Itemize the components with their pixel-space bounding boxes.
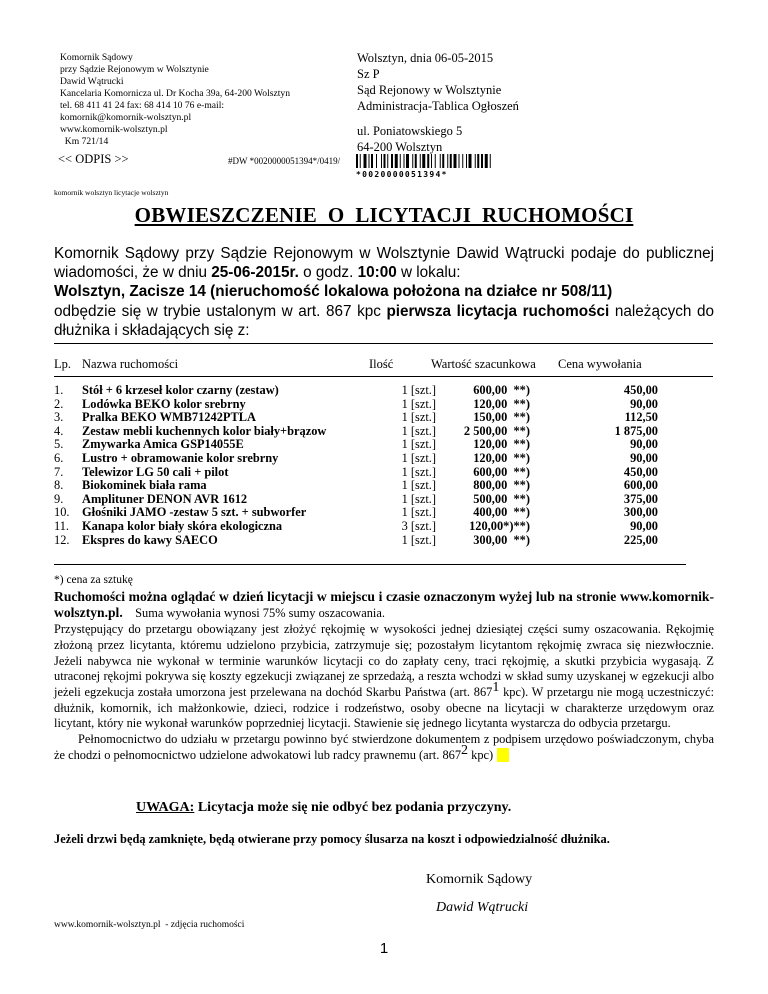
table-row [0,452,768,466]
terms-section [54,574,715,763]
recipient-line: Sz P [357,67,380,81]
header-line: przy Sądzie Rejonowym w Wolsztynie [60,64,209,75]
table-row [0,384,768,398]
barcode-bar [376,154,377,168]
item-value: 120,00 **) [473,450,530,465]
viewing-paragraph [54,589,714,622]
barcode-bar [400,154,401,168]
deposit-paragraph [54,622,714,732]
barcode-bar [360,154,361,168]
item-name: Ekspres do kawy SAECO [82,532,218,547]
intro-text: o godz. [298,264,358,282]
item-call-price: 90,00 [630,450,658,465]
item-call-price: 450,00 [623,383,658,397]
intro-text: Komornik Sądowy przy Sądzie Rejonowym w Wolsztynie Dawid Wątrucki podaje do publicznej wiadomości, że w dniu [54,245,714,282]
barcode-text: *0020000051394* [356,170,448,179]
recipient-address [357,123,462,155]
barcode-bar [381,154,382,168]
superscript: 1 [492,679,500,695]
auction-type: pierwsza licytacja ruchomości [386,302,610,320]
table-row [0,466,768,480]
header-line: Komornik Sądowy [60,52,133,63]
table-row [0,534,768,548]
table-row [0,425,768,439]
doors-notice: Jeżeli drzwi będą zamknięte, będą otwierane przy pomocy ślusarza na koszt i odpowiedzialność dłużnika. [54,832,610,846]
item-quantity: 1 [szt.] [401,396,436,411]
item-quantity: 1 [szt.] [401,410,436,425]
warning-text: Licytacja może się nie odbyć bez podania przyczyny. [194,800,512,815]
page-number: 1 [379,940,389,957]
proxy-text: Pełnomocnictwo do udziału w przetargu powinno być stwierdzone dokumentem z podpisem urzędowo poświadczonym, chyba że chodzi o pełnomocnictwo udzielone adwokatowi lub radcy prawnemu (art. 867 [54,732,714,762]
row-number: 5. [54,437,64,452]
table-header [0,357,768,373]
address-line: ul. Poniatowskiego 5 [357,124,463,138]
item-value: 150,00 **) [473,410,530,425]
auction-place: Wolsztyn, Zacisze 14 (nieruchomość lokalowa położona na działce nr 508/11) [54,283,613,301]
intro-text: należących do dłużnika i składających się z: [54,302,715,339]
header-line: komornik@komornik-wolsztyn.pl [60,112,192,123]
item-quantity: 3 [szt.] [401,518,436,533]
row-number: 4. [54,423,64,438]
table-row [0,506,768,520]
item-name: Telewizor LG 50 cali + pilot [82,464,229,479]
signature-name: Dawid Wątrucki [436,900,529,915]
item-value: 800,00 **) [473,478,530,493]
item-call-price: 300,00 [623,505,658,520]
item-quantity: 1 [szt.] [401,437,436,452]
item-quantity: 1 [szt.] [401,532,436,547]
item-name: Biokominek biała rama [82,478,207,493]
place-date: Wolsztyn, dnia 06-05-2015 [357,51,494,65]
deposit-text: Przystępujący do przetargu obowiązany jest złożyć rękojmię w wysokości jednej dziesiątej części sumy oszacowania. Rękojmię złożoną przez licytanta, któremu udzielono przybicia, zatrzymuje się; pozostałym licytantom rękojmię zwraca się niezwłocznie. Jeżeli nabywca nie wykonał w terminie warunków licytacji co do zapłaty ceny, traci rękojmię, a skutki przybicia wygasają. Z utraconej rękojmi pokrywa się koszty egzekucji związanej ze sprzedażą, a reszta wchodzi w skład sumy uzyskanej w egzekucji albo jeżeli egzekucja została umorzona jest przelewana na dochód Skarbu Państwa (art. 867 [54,622,714,699]
row-number: 9. [54,491,64,506]
barcode-bar [387,154,388,168]
row-number: 7. [54,464,64,479]
item-quantity: 1 [szt.] [401,423,436,438]
page-title: OBWIESZCZENIE O LICYTACJI RUCHOMOŚCI [134,203,634,227]
recipient-line: Sąd Rejonowy w Wolsztynie [357,83,502,97]
proxy-paragraph [54,732,714,763]
item-value: 2 500,00 **) [463,423,530,438]
barcode-bar [431,154,432,168]
barcode-bar [475,154,476,168]
divider [54,343,713,344]
barcode-bar [490,154,491,168]
row-number: 10. [54,505,70,520]
intro-text: w lokalu: [396,264,461,282]
item-quantity: 1 [szt.] [401,505,436,520]
item-name: Zmywarka Amica GSP14055E [82,437,244,452]
barcode-bar [466,154,467,168]
barcode-bar [481,154,483,168]
barcode-bar [442,154,444,168]
barcode-bar [406,154,409,168]
document-code: #DW *0020000051394*/0419/ [228,156,341,166]
item-call-price: 90,00 [630,518,658,533]
intro-text: odbędzie się w trybie ustalonym w art. 867 kpc [54,302,387,320]
item-quantity: 1 [szt.] [401,464,436,479]
barcode-bar [454,154,457,168]
viewing-info: Ruchomości można oglądać w dzień licytacji w miejscu i czasie oznaczonym wyżej lub na stronie www.komornik-wolsztyn.pl. [54,588,714,621]
item-name: Pralka BEKO WMB71242PTLA [82,410,256,425]
item-call-price: 1 875,00 [614,423,658,438]
col-lp: Lp. [54,357,72,371]
address-line: 64-200 Wolsztyn [357,140,443,154]
item-value: 600,00 **) [473,383,530,397]
barcode-bar [371,154,373,168]
item-call-price: 450,00 [623,464,658,479]
item-value: 500,00 **) [473,491,530,506]
table-row [0,520,768,534]
item-call-price: 375,00 [623,491,658,506]
signature-role: Komornik Sądowy [426,872,533,887]
divider [54,376,713,377]
table-row [0,411,768,425]
item-value: 120,00 **) [473,437,530,452]
table-row [0,398,768,412]
barcode-bar [415,154,417,168]
item-value: 400,00 **) [473,505,530,520]
warning [136,800,511,816]
item-quantity: 1 [szt.] [401,450,436,465]
barcode-bar [450,154,452,168]
barcode-bar [395,154,398,168]
table-row [0,438,768,452]
barcode-bar [356,154,358,168]
item-value: 600,00 **) [473,464,530,479]
recipient-block [357,50,557,114]
row-number: 8. [54,478,64,493]
bailiff-header [60,52,360,148]
item-call-price: 600,00 [623,478,658,493]
col-qty: Ilość [369,357,394,371]
barcode [356,154,528,179]
item-call-price: 225,00 [623,532,658,547]
barcode-bar [422,154,425,168]
intro-paragraph [54,244,714,340]
header-line: Dawid Wątrucki [60,76,124,87]
call-price-info: Suma wywołania wynosi 75% sumy oszacowania. [122,606,385,621]
barcode-bar [485,154,488,168]
header-line: Kancelaria Komornicza ul. Dr Kocha 39a, 64-200 Wolsztyn [60,88,291,99]
item-name: Głośniki JAMO -zestaw 5 szt. + subworfer [82,505,307,520]
auction-date: 25-06-2015r. [211,264,299,282]
barcode-bar [435,154,436,168]
row-number: 6. [54,450,64,465]
case-number: Km 721/14 [60,136,109,147]
row-number: 1. [54,383,64,397]
barcode-bar [462,154,463,168]
item-quantity: 1 [szt.] [401,478,436,493]
warning-label: UWAGA: [136,800,195,815]
item-name: Lodówka BEKO kolor srebrny [82,396,246,411]
barcode-bar [420,154,421,168]
barcode-bar [404,154,405,168]
deposit-text: kpc). W przetargu nie mogą uczestniczyć: dłużnik, komornik, ich małżonkowie, dzieci, rodzice i rodzeństwo, osoby obecne na licytacji w charakterze urzędowym oraz licytant, który nie wykonał warunków poprzedniej licytacji. Stawienie się jednego licytanta wystarcza do odbycia przetargu. [54,684,715,731]
recipient-line: Administracja-Tablica Ogłoszeń [357,99,519,113]
item-quantity: 1 [szt.] [401,491,436,506]
proxy-text: kpc) [468,747,494,762]
items-table [0,384,768,547]
item-name: Lustro + obramowanie kolor srebrny [82,450,279,465]
divider [54,564,686,565]
item-call-price: 112,50 [624,410,658,425]
item-quantity: 1 [szt.] [401,383,436,397]
table-row [0,479,768,493]
row-number: 3. [54,410,64,425]
barcode-bar [440,154,441,168]
barcode-bar [391,154,393,168]
item-name: Stół + 6 krzeseł kolor czarny (zestaw) [82,383,279,397]
superscript: 2 [461,742,469,758]
barcode-bar [384,154,386,168]
barcode-bar [469,154,472,168]
footer-tag-note: komornik wolsztyn licytacje wolsztyn [54,188,169,197]
highlight-mark [497,748,509,762]
barcode-bar [459,154,460,168]
table-row [0,493,768,507]
barcode-bar [369,154,370,168]
barcode-bar [477,154,479,168]
item-value: 300,00 **) [473,532,530,547]
website-photos-link[interactable]: www.komornik-wolsztyn.pl - zdjęcia ruchomości [54,920,245,930]
col-value: Wartość szacunkowa [431,357,536,371]
item-name: Zestaw mebli kuchennych kolor biały+brązow [82,423,327,438]
barcode-bar [412,154,413,168]
footnote: *) cena za sztukę [54,574,133,586]
barcode-bar [364,154,367,168]
item-call-price: 90,00 [630,437,658,452]
row-number: 2. [54,396,64,411]
header-line: www.komornik-wolsztyn.pl [60,124,168,135]
item-value: 120,00*)**) [469,518,530,533]
item-name: Amplituner DENON AVR 1612 [82,491,248,506]
col-call: Cena wywołania [558,357,642,371]
item-name: Kanapa kolor biały skóra ekologiczna [82,518,283,533]
barcode-bar [427,154,429,168]
item-value: 120,00 **) [473,396,530,411]
row-number: 12. [54,532,70,547]
barcode-bar [447,154,448,168]
header-line: tel. 68 411 41 24 fax: 68 414 10 76 e-mail: [60,100,225,111]
auction-time: 10:00 [357,264,397,282]
col-name: Nazwa ruchomości [82,357,179,371]
copy-mark: << ODPIS >> [58,152,129,166]
row-number: 11. [54,518,70,533]
barcode-bars [356,154,528,168]
item-call-price: 90,00 [630,396,658,411]
